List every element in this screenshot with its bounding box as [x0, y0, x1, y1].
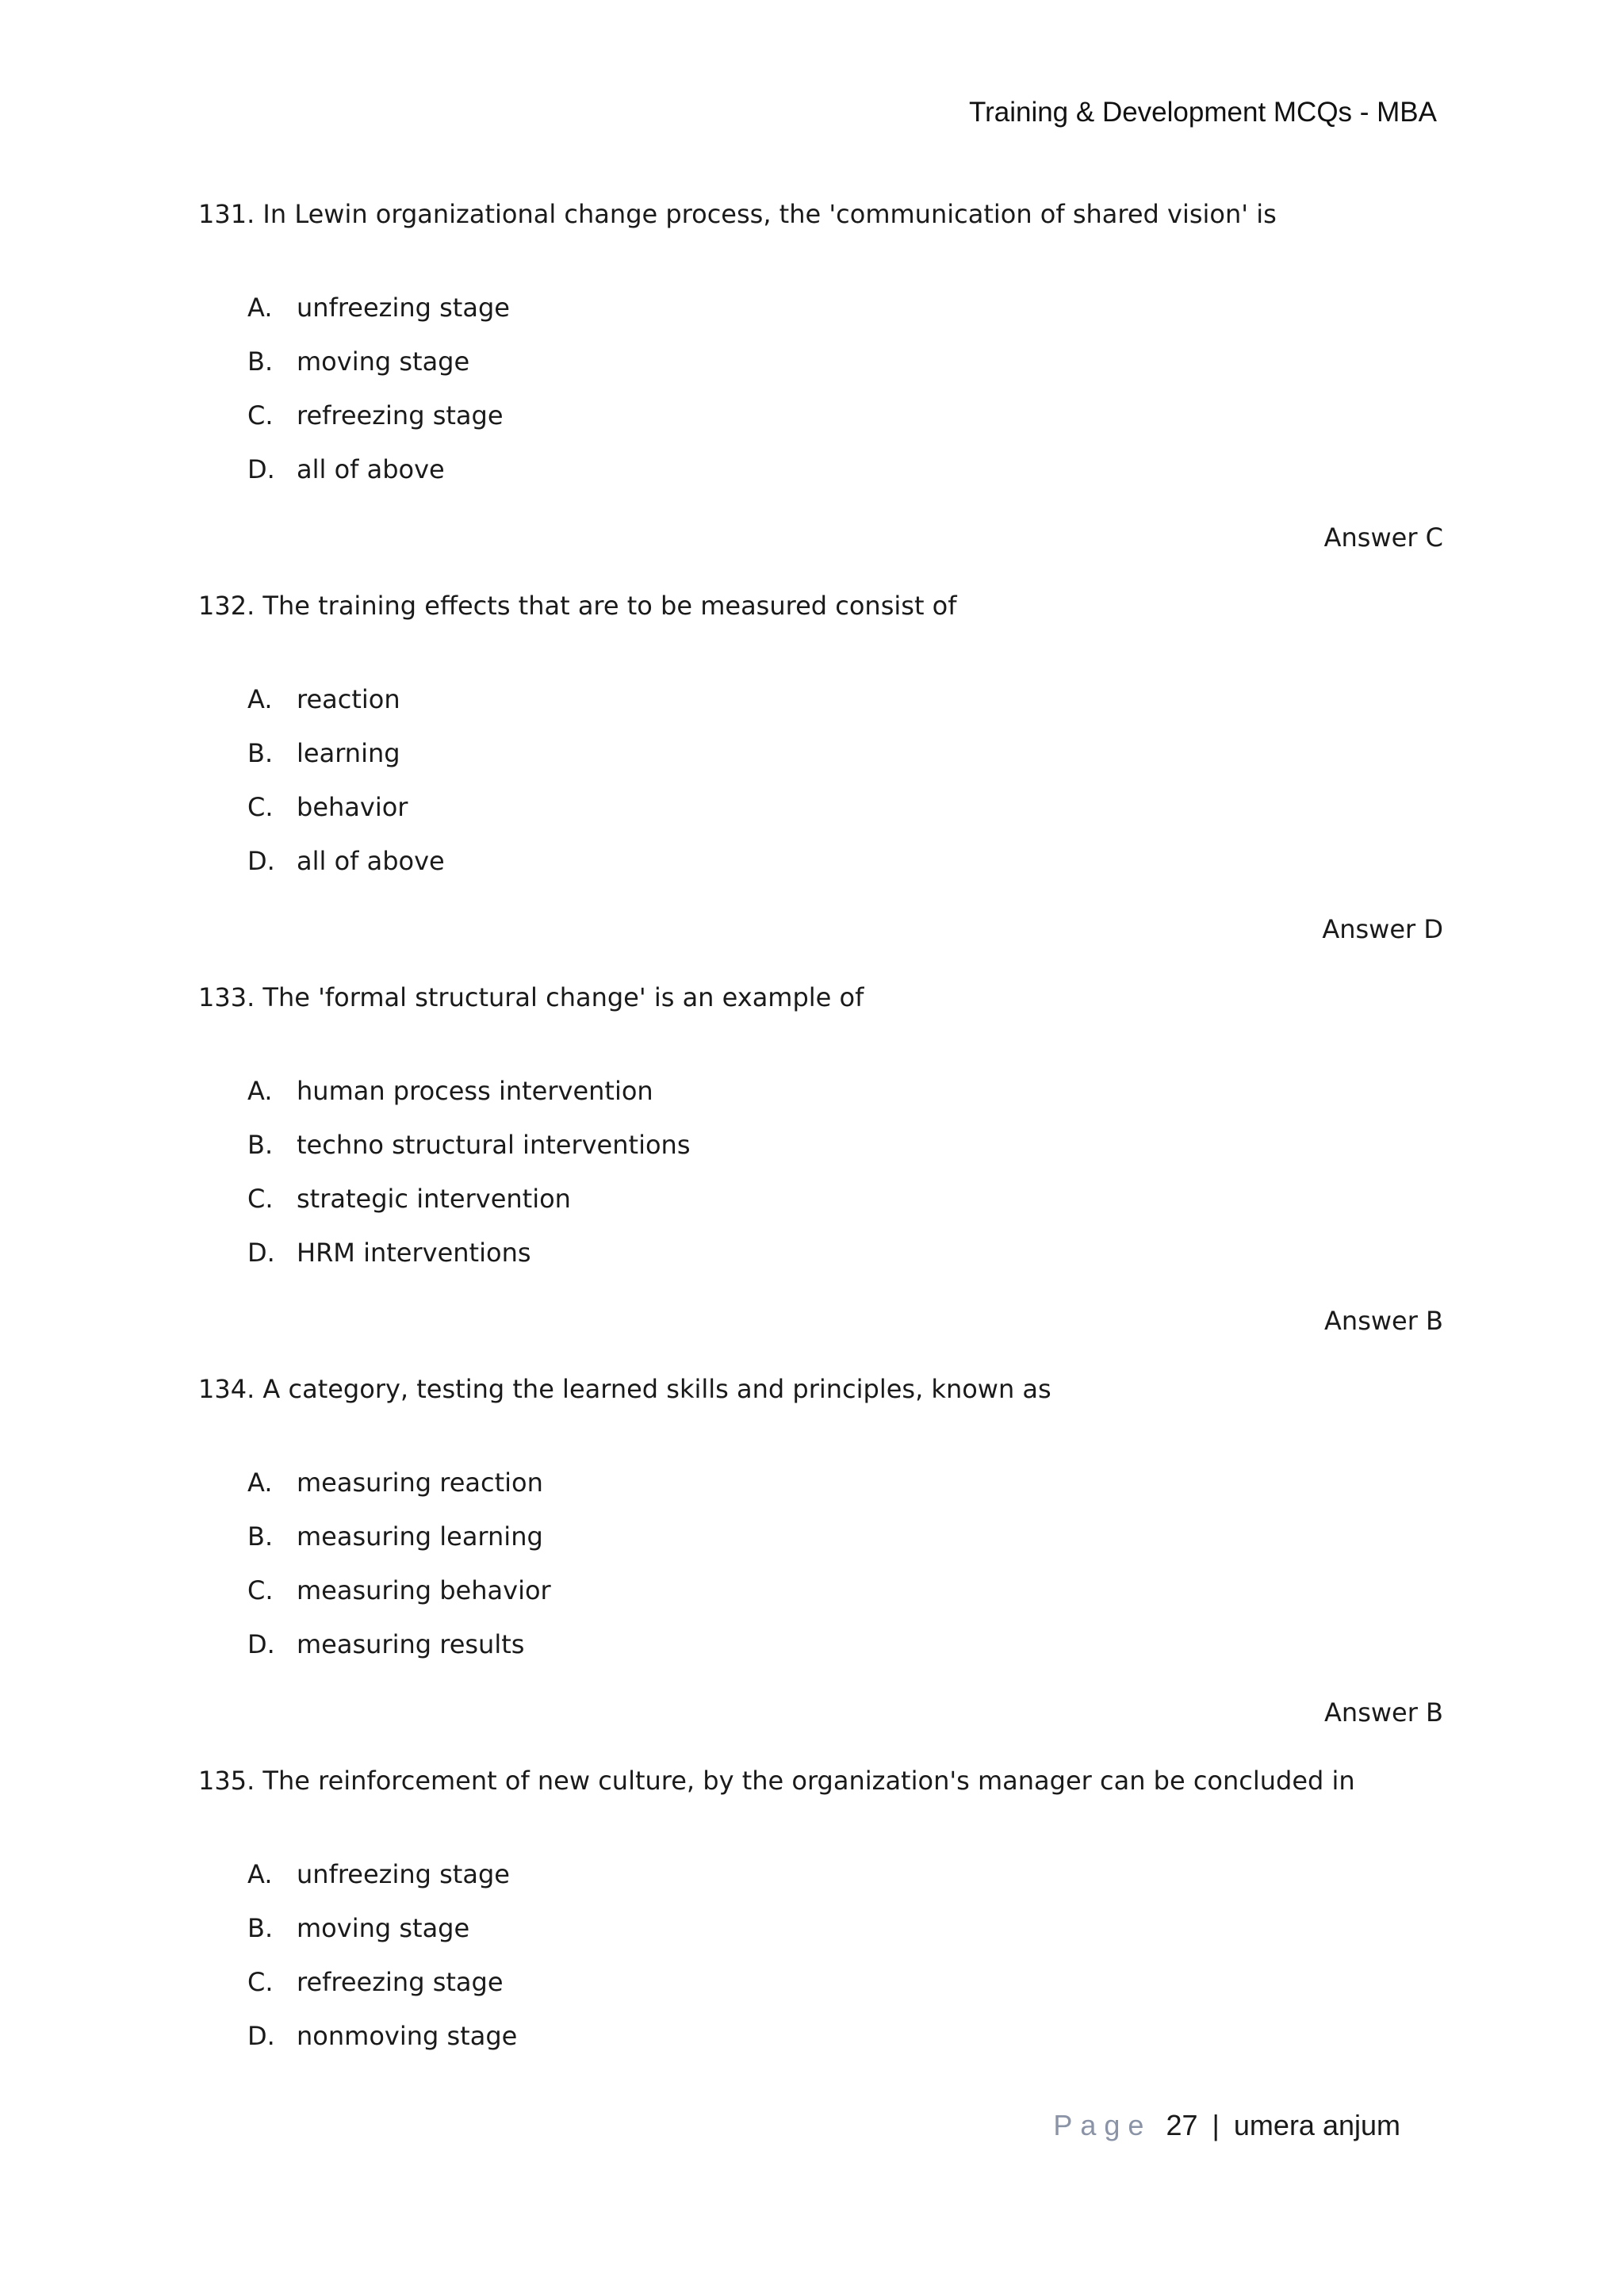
option-letter: A. — [247, 293, 273, 323]
option-b — [198, 342, 1443, 381]
option-letter: C. — [247, 400, 274, 430]
option-list — [198, 289, 1443, 488]
option-a — [198, 680, 1443, 718]
option-b — [198, 1517, 1443, 1556]
option-text: nonmoving stage — [297, 2021, 518, 2051]
question-134 — [198, 1370, 1443, 1732]
option-a — [198, 1855, 1443, 1893]
option-text: strategic intervention — [297, 1184, 571, 1214]
option-text: moving stage — [297, 1913, 470, 1943]
option-a — [198, 1464, 1443, 1502]
option-text: behavior — [297, 792, 408, 822]
option-letter: A. — [247, 1076, 273, 1106]
option-letter: A. — [247, 1468, 273, 1498]
option-letter: D. — [247, 454, 275, 484]
option-d — [198, 1625, 1443, 1663]
option-list — [198, 680, 1443, 880]
option-d — [198, 2017, 1443, 2055]
option-letter: B. — [247, 1521, 274, 1552]
option-c — [198, 396, 1443, 434]
option-text: unfreezing stage — [297, 1859, 510, 1889]
option-list — [198, 1855, 1443, 2055]
option-text: measuring learning — [297, 1521, 543, 1552]
option-c — [198, 1180, 1443, 1218]
option-text: measuring reaction — [297, 1468, 543, 1498]
question-132 — [198, 587, 1443, 948]
option-text: learning — [297, 738, 400, 768]
question-133 — [198, 978, 1443, 1340]
answer-text: Answer D — [1322, 914, 1443, 944]
option-text: reaction — [297, 684, 400, 714]
answer-text: Answer C — [1323, 522, 1443, 553]
option-letter: A. — [247, 1859, 273, 1889]
option-letter: B. — [247, 346, 274, 377]
footer-separator: | — [1212, 2109, 1220, 2141]
option-c — [198, 1571, 1443, 1609]
option-text: unfreezing stage — [297, 293, 510, 323]
option-text: human process intervention — [297, 1076, 653, 1106]
answer-text: Answer B — [1324, 1306, 1443, 1336]
question-text: 131. In Lewin organizational change process, the 'communication of shared vision' is — [198, 199, 1277, 229]
option-letter: D. — [247, 1238, 275, 1268]
option-a — [198, 1072, 1443, 1110]
option-text: HRM interventions — [297, 1238, 531, 1268]
option-letter: D. — [247, 2021, 275, 2051]
option-text: measuring behavior — [297, 1575, 551, 1605]
option-letter: B. — [247, 1913, 274, 1943]
option-list — [198, 1072, 1443, 1272]
question-135 — [198, 1762, 1443, 2055]
option-text: moving stage — [297, 346, 470, 377]
option-c — [198, 788, 1443, 826]
option-c — [198, 1963, 1443, 2001]
option-text: refreezing stage — [297, 1967, 504, 1997]
option-letter: B. — [247, 1130, 274, 1160]
option-b — [198, 1909, 1443, 1947]
answer-text: Answer B — [1324, 1697, 1443, 1728]
page-footer — [1053, 2109, 1400, 2142]
footer-author: umera anjum — [1233, 2109, 1400, 2141]
page-number: 27 — [1166, 2109, 1198, 2141]
option-text: all of above — [297, 454, 445, 484]
option-letter: D. — [247, 846, 275, 876]
option-text: refreezing stage — [297, 400, 504, 430]
option-text: techno structural interventions — [297, 1130, 691, 1160]
question-131 — [198, 195, 1443, 557]
question-text: 135. The reinforcement of new culture, by the organization's manager can be concluded in — [198, 1766, 1355, 1796]
option-letter: C. — [247, 1967, 274, 1997]
page-header: Training & Development MCQs - MBA — [969, 97, 1437, 128]
option-d — [198, 842, 1443, 880]
option-letter: C. — [247, 1575, 274, 1605]
option-letter: C. — [247, 1184, 274, 1214]
option-text: all of above — [297, 846, 445, 876]
option-b — [198, 1126, 1443, 1164]
question-text: 133. The 'formal structural change' is an example of — [198, 982, 864, 1012]
option-d — [198, 450, 1443, 488]
option-text: measuring results — [297, 1629, 525, 1659]
question-text: 132. The training effects that are to be measured consist of — [198, 591, 957, 621]
option-letter: C. — [247, 792, 274, 822]
option-d — [198, 1234, 1443, 1272]
option-a — [198, 289, 1443, 327]
option-letter: D. — [247, 1629, 275, 1659]
option-letter: A. — [247, 684, 273, 714]
option-b — [198, 734, 1443, 772]
question-list — [198, 195, 1443, 2055]
option-list — [198, 1464, 1443, 1663]
page-label: Page — [1053, 2109, 1152, 2141]
option-letter: B. — [247, 738, 274, 768]
question-text: 134. A category, testing the learned skills and principles, known as — [198, 1374, 1051, 1404]
